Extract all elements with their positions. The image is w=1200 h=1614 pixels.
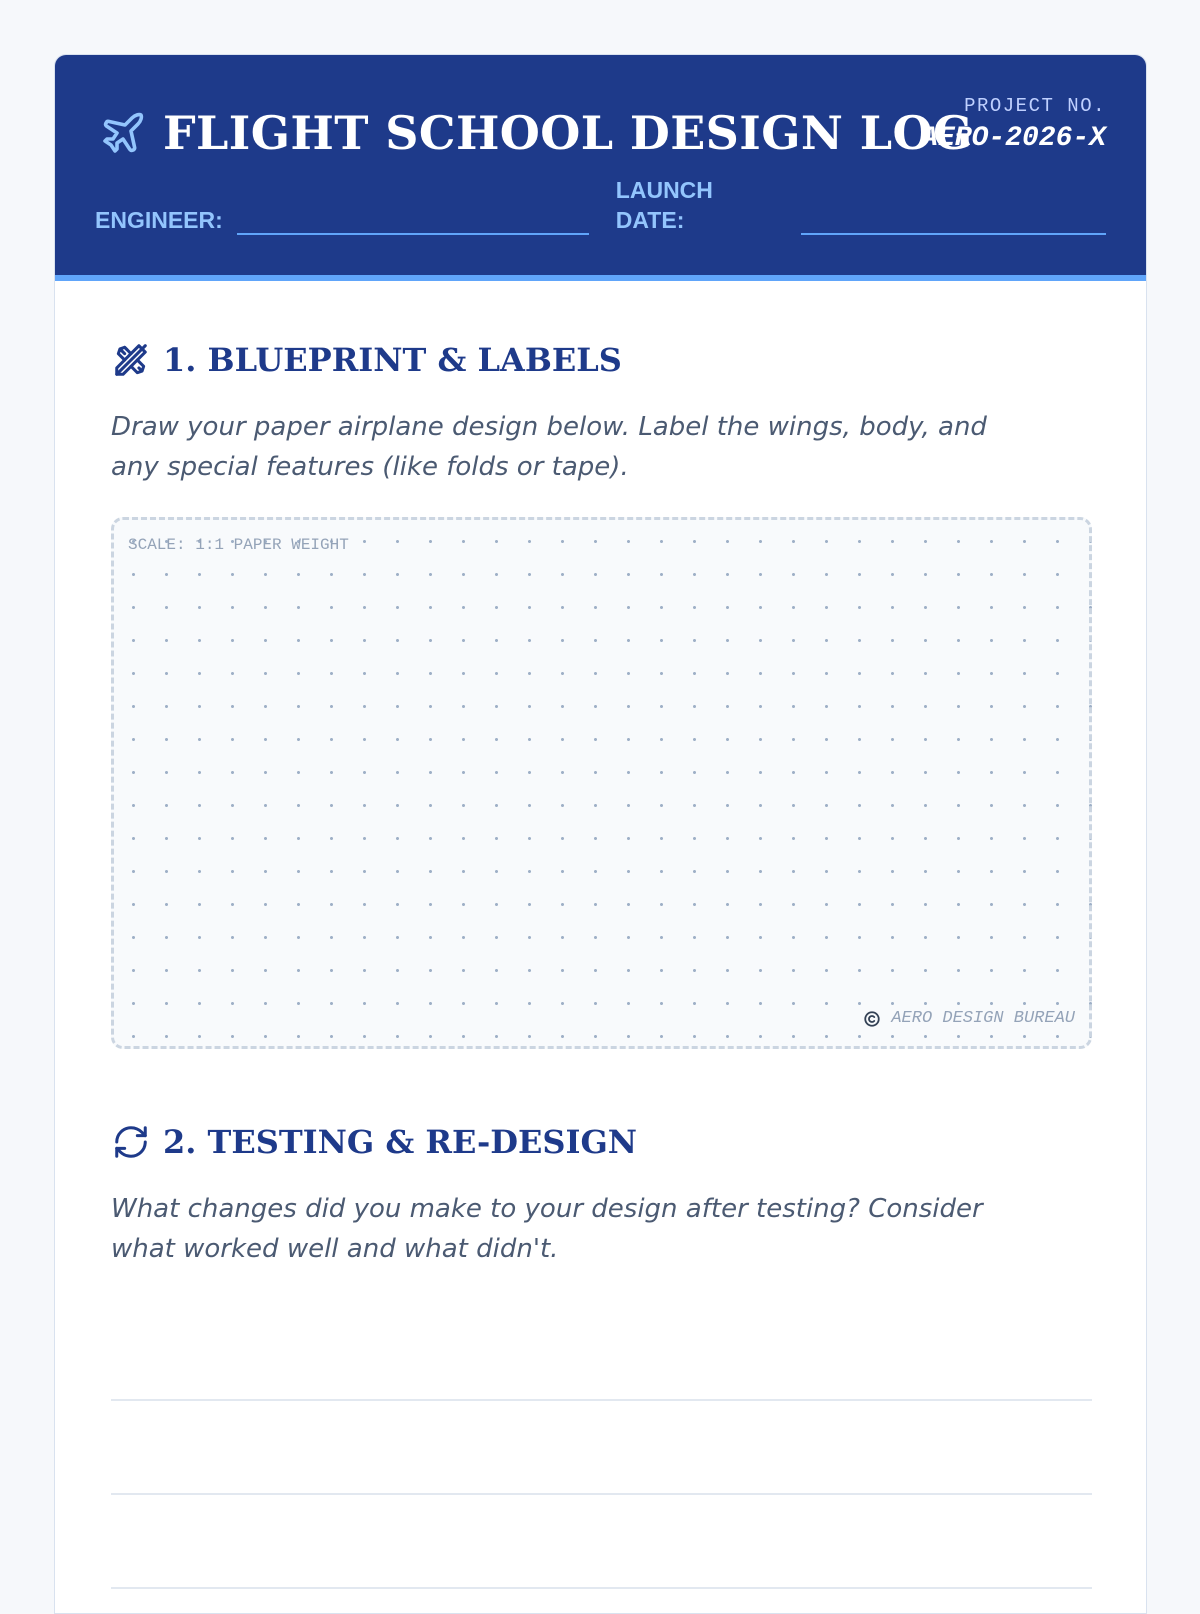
project-block xyxy=(921,95,1106,154)
section-title: 1. BLUEPRINT & LABELS xyxy=(163,341,622,379)
design-log-sheet xyxy=(54,54,1147,1614)
credit-text: AERO DESIGN BUREAU xyxy=(891,1009,1075,1028)
answer-line[interactable] xyxy=(111,1307,1092,1401)
testing-section xyxy=(111,1121,1090,1589)
answer-lines xyxy=(111,1307,1092,1589)
copyright-icon xyxy=(863,1010,881,1028)
launch-date-label: LAUNCH DATE: xyxy=(615,177,713,233)
section-title: 2. TESTING & RE-DESIGN xyxy=(163,1123,638,1161)
blueprint-canvas[interactable] xyxy=(111,517,1092,1049)
launch-date-input-line[interactable] xyxy=(801,205,1106,235)
header-fields xyxy=(95,177,1106,235)
credit xyxy=(863,1009,1075,1028)
page-title: FLIGHT SCHOOL DESIGN LOG xyxy=(163,106,973,160)
header xyxy=(55,55,1146,281)
paper-plane-icon xyxy=(97,107,149,159)
scale-label: SCALE: 1:1 PAPER WEIGHT xyxy=(128,536,349,554)
section-header xyxy=(111,1121,1090,1163)
section-header xyxy=(111,339,1090,381)
blueprint-section xyxy=(111,339,1090,1049)
drafting-tools-icon xyxy=(111,340,151,380)
launch-date-field xyxy=(616,175,1106,235)
section-description: Draw your paper airplane design below. Label the wings, body, and any special features (like folds or tape). xyxy=(111,412,987,482)
project-number-label: PROJECT NO. xyxy=(964,95,1106,117)
answer-line[interactable] xyxy=(111,1495,1092,1589)
project-number: AERO-2026-X xyxy=(921,123,1106,154)
brand xyxy=(97,103,973,163)
engineer-label: ENGINEER: xyxy=(95,207,223,233)
section-description: What changes did you make to your design after testing? Consider what worked well and what didn't. xyxy=(111,1194,983,1264)
content xyxy=(55,281,1146,1589)
answer-line[interactable] xyxy=(111,1401,1092,1495)
engineer-field xyxy=(95,205,589,235)
refresh-icon xyxy=(111,1122,151,1162)
engineer-input-line[interactable] xyxy=(237,205,589,235)
